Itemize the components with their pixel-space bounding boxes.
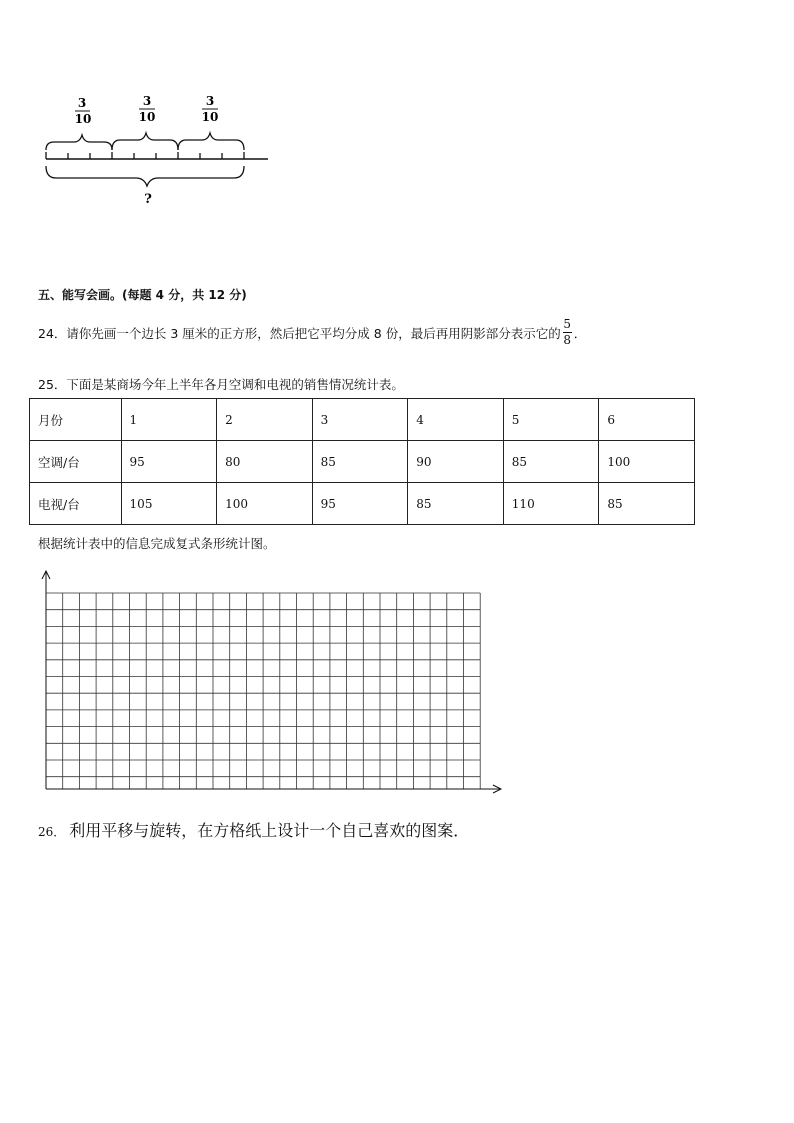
top-brace-2 (112, 133, 178, 150)
table-cell: 6 (599, 399, 695, 441)
table-cell: 3 (312, 399, 408, 441)
fraction-label-3 (202, 94, 219, 124)
question-25 (38, 375, 404, 393)
fraction-numerator: 5 (563, 317, 572, 331)
table-cell: 5 (503, 399, 599, 441)
fraction-denominator: 8 (563, 333, 572, 348)
question-end: ． (573, 325, 587, 341)
question-text: 下面是某商场今年上半年各月空调和电视的销售情况统计表。 (66, 377, 404, 392)
sales-table (29, 398, 695, 525)
question-number: 24． (38, 325, 67, 341)
question-number: 26． (38, 825, 66, 839)
grid-lines (46, 593, 480, 789)
fraction-denominator: 10 (138, 110, 156, 124)
section-title: 五、能写会画。(每题 4 分，共 12 分) (38, 288, 247, 302)
table-cell: 4 (408, 399, 504, 441)
question-number: 25． (38, 377, 67, 392)
question-mark: ? (144, 192, 152, 207)
table-cell: 1 (121, 399, 217, 441)
fraction-numerator: 3 (142, 94, 152, 108)
blank-bar-chart-grid[interactable] (36, 568, 506, 798)
ticks (46, 152, 244, 159)
table-cell: 85 (599, 483, 695, 525)
fraction-denominator: 10 (74, 112, 92, 126)
fraction-numerator: 3 (77, 96, 87, 110)
row-header: 电视/台 (30, 483, 122, 525)
fraction-label-1 (75, 96, 92, 126)
top-brace-3 (178, 133, 244, 150)
table-cell: 100 (599, 441, 695, 483)
table-cell: 100 (217, 483, 313, 525)
table-cell: 110 (503, 483, 599, 525)
fraction-denominator: 10 (201, 110, 219, 124)
row-header: 月份 (30, 399, 122, 441)
fraction-segment-diagram (40, 92, 272, 207)
table-cell: 90 (408, 441, 504, 483)
fraction (563, 318, 572, 347)
question-text: 请你先画一个边长 3 厘米的正方形，然后把它平均分成 8 份，最后再用阴影部分表示它的 (66, 325, 561, 341)
chart-instruction: 根据统计表中的信息完成复式条形统计图。 (38, 536, 276, 551)
table-cell: 85 (312, 441, 408, 483)
table-cell: 85 (503, 441, 599, 483)
question-26 (38, 818, 469, 841)
table-cell: 85 (408, 483, 504, 525)
row-header: 空调/台 (30, 441, 122, 483)
table-cell: 95 (121, 441, 217, 483)
question-text: 利用平移与旋转，在方格纸上设计一个自己喜欢的图案． (69, 821, 470, 840)
table-cell: 95 (312, 483, 408, 525)
fraction-label-2 (139, 94, 156, 124)
table-row (30, 441, 695, 483)
table-row (30, 483, 695, 525)
table-cell: 2 (217, 399, 313, 441)
question-24 (38, 318, 586, 347)
top-brace-1 (46, 135, 112, 150)
table-cell: 105 (121, 483, 217, 525)
table-row (30, 399, 695, 441)
fraction-numerator: 3 (205, 94, 215, 108)
bottom-brace (46, 166, 244, 186)
table-cell: 80 (217, 441, 313, 483)
